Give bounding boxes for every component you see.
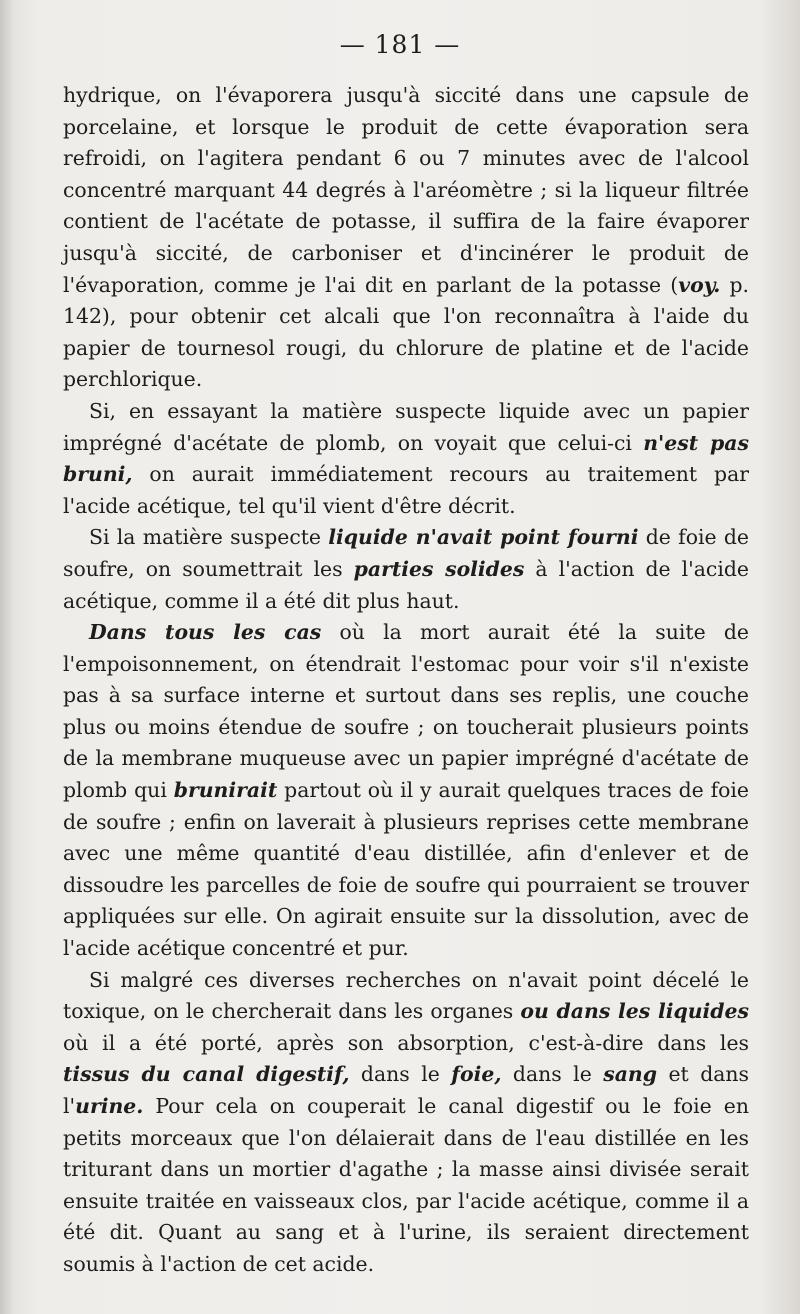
body-text <box>63 80 749 1281</box>
paragraph-3 <box>63 522 749 617</box>
text-run: dans le <box>349 1062 452 1087</box>
page-number: — 181 — <box>339 30 461 59</box>
text-run: où la mort aurait été la suite de l'empoisonnement, on étendrait l'estomac pour voir s'il n'existe pas à sa surface interne et surtout dans ses replis, une couche plus ou moins étendue de soufre ; on toucherait plusieurs points de la membrane muqueuse avec un papier imprégné d'acétate de plomb qui <box>63 620 749 803</box>
emphasis-text: foie, <box>451 1062 502 1087</box>
emphasis-text: ou dans les liquides <box>520 999 749 1024</box>
text-run: Si malgré ces diverses recherches on n'avait point décelé le toxique, on le chercherait dans les organes <box>63 967 749 1024</box>
text-run: de foie de soufre, on soumettrait les <box>63 525 749 581</box>
text-run: p. 142), pour obtenir cet alcali que l'on reconnaîtra à l'aide du papier de tournesol rougi, du chlorure de platine et de l'acide perchlorique. <box>63 272 749 392</box>
paragraph-4 <box>63 617 749 965</box>
emphasis-text: parties solides <box>353 556 525 581</box>
text-run: Si la matière suspecte <box>89 525 329 550</box>
text-run: hydrique, on l'évaporera jusqu'à siccité dans une capsule de porcelaine, et lorsque le produit de cette évaporation sera refroidi, on l'agitera pendant 6 ou 7 minutes avec de l'alcool concentré marquant 44 degrés à l'aréomètre ; si la liqueur filtrée contient de l'acétate de potasse, il suffira de la faire évaporer jusqu'à siccité, de carboniser et d'incinérer le produit de l'évaporation, comme je l'ai dit en parlant de la potasse ( <box>63 83 749 297</box>
text-run: où il a été porté, après son absorption, c'est-à-dire dans les <box>63 1030 749 1055</box>
text-run: et dans l' <box>63 1062 750 1118</box>
paragraph-5 <box>63 965 749 1281</box>
text-run: dans le <box>501 1062 604 1087</box>
paragraph-1 <box>63 80 749 396</box>
emphasis-text: tissus du canal digestif, <box>63 1062 350 1087</box>
text-run: Si, en essayant la matière suspecte liquide avec un papier imprégné d'acétate de plomb, on voyait que celui-ci <box>63 398 749 455</box>
emphasis-text: sang <box>603 1062 658 1087</box>
emphasis-text: Dans tous les cas <box>89 620 322 645</box>
emphasis-text: n'est pas bruni, <box>63 430 749 487</box>
emphasis-text: urine. <box>75 1094 144 1118</box>
text-run: on aurait immédiatement recours au traitement par l'acide acétique, tel qu'il vient d'être décrit. <box>63 462 749 518</box>
emphasis-text: voy. <box>678 272 721 297</box>
paragraph-2 <box>63 396 749 522</box>
text-run: partout où il y aurait quelques traces de foie de soufre ; enfin on laverait à plusieurs reprises cette membrane avec une même quantité d'eau distillée, afin d'enlever et de dissoudre les parcelles de foie de soufre qui pourraient se trouver appliquées sur elle. On agirait ensuite sur la dissolution, avec de l'acide acétique concentré et pur. <box>63 778 749 961</box>
text-run: à l'action de l'acide acétique, comme il a été dit plus haut. <box>63 556 749 613</box>
text-run: Pour cela on couperait le canal digestif ou le foie en petits morceaux que l'on délaierait dans de l'eau distillée en les triturant dans un mortier d'agathe ; la masse ainsi divisée serait ensuite traitée en vaisseaux clos, par l'acide acétique, comme il a été dit. Quant au sang et à l'urine, ils seraient directement soumis à l'action de cet acide. <box>63 1094 749 1276</box>
emphasis-text: liquide n'avait point fourni <box>328 525 639 550</box>
emphasis-text: brunirait <box>173 778 278 803</box>
